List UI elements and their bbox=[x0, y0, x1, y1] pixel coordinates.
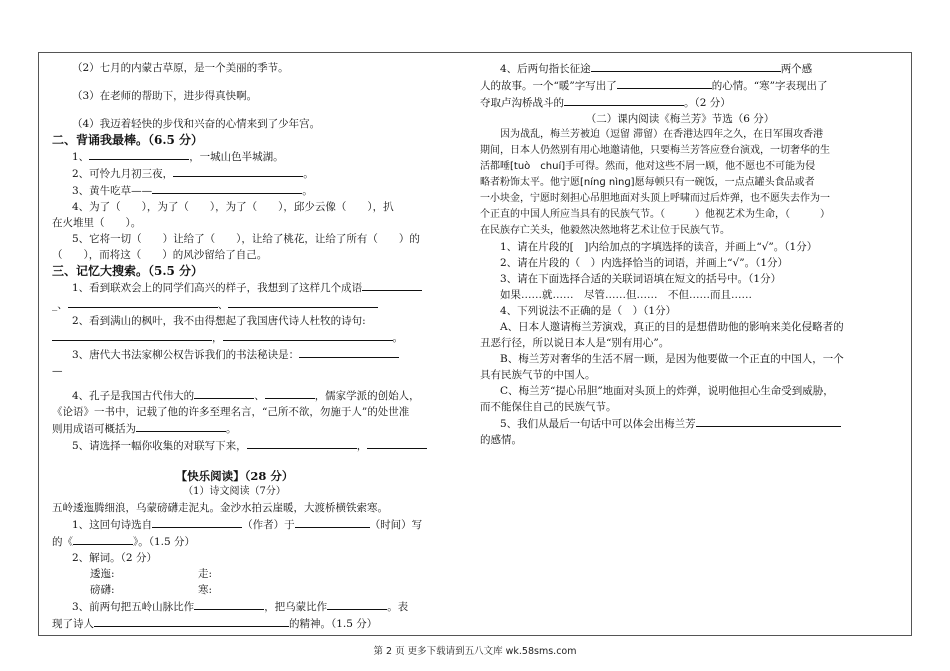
poem-subtitle: （1）诗文阅读（7分） bbox=[183, 486, 286, 497]
poem-q4-line2: 人的故事。一个“暖”字写出了 的心情。“寒”字表现出了 bbox=[480, 77, 880, 94]
blank[interactable] bbox=[152, 516, 242, 528]
blank[interactable] bbox=[52, 329, 212, 341]
sentence-3: （3）在老师的帮助下，进步得真快啊。 bbox=[72, 90, 258, 102]
recite-q1: 1、 ，一城山色半城湖。 bbox=[52, 148, 417, 165]
recite-q3: 3、黄牛吃草—— 。 bbox=[52, 182, 417, 199]
poem-q2: 2、解词。（2 分） bbox=[72, 552, 157, 564]
blank[interactable] bbox=[617, 77, 712, 89]
recite-q5-line1: 5、它将一切（ ）让给了（ ），让给了桃花，让给了所有（ ）的 bbox=[72, 233, 420, 245]
memory-q5: 5、请选择一幅你收集的对联写下来， ， bbox=[52, 437, 417, 454]
poem-q1-line1: 1、这回句诗选自 （作者）于 （时间）写 bbox=[52, 516, 417, 533]
poem-q1-line2: 的《 》。（1.5 分） bbox=[52, 533, 417, 550]
blank[interactable] bbox=[68, 296, 218, 308]
memory-q2-line1: 2、看到满山的枫叶，我不由得想起了我国唐代诗人杜牧的诗句: bbox=[72, 315, 366, 327]
recite-q2: 2、可怜九月初三夜， 。 bbox=[52, 165, 417, 182]
blank[interactable] bbox=[152, 182, 302, 194]
memory-q4-line2: 《论语》一书中，记载了他的许多至理名言，“己所不欲，勿施于人”的处世准 bbox=[52, 406, 410, 418]
blank[interactable] bbox=[327, 598, 387, 610]
right-column bbox=[480, 60, 880, 448]
passage-subtitle: （二）课内阅读《梅兰芳》节选（6 分） bbox=[585, 113, 775, 125]
poem-q4-line1: 4、后两句指长征途 两个感 bbox=[480, 60, 880, 77]
memory-q2-line2: ， 。 bbox=[52, 329, 417, 346]
passage-line: 活都唾[tuò chuí]手可得。然而，他对这些不屑一顾，他不愿也不可能为侵 bbox=[480, 161, 816, 172]
blank[interactable] bbox=[228, 296, 378, 308]
recite-q5-line2: （ ），而将这（ ）的风沙留给了自己。 bbox=[52, 249, 268, 261]
option-c-line2: 而不能保住自己的民族气节。 bbox=[480, 401, 617, 413]
blank[interactable] bbox=[94, 615, 289, 627]
passage-line: 略者粉饰太平。他宁愿[nínɡ nìnɡ]愿每顿只有一碗饭，一点点罐头食品或者 bbox=[480, 177, 815, 188]
passage bbox=[480, 127, 880, 239]
blank[interactable] bbox=[194, 387, 254, 399]
memory-q3-line2: — bbox=[52, 365, 63, 377]
memory-q3-line1: 3、唐代大书法家柳公权告诉我们的书法秘诀是： bbox=[52, 346, 417, 363]
recite-q4-line2: 在火堆里（ ）。 bbox=[52, 217, 142, 229]
passage-q2: 2、请在片段的（ ）内选择恰当的词语，并画上“√”。（1分） bbox=[500, 257, 789, 269]
word-row-1: 逶迤: 走: bbox=[90, 568, 213, 580]
recite-q4-line1: 4、为了（ ），为了（ ），为了（ ），邱少云像（ ），扒 bbox=[72, 201, 394, 213]
sentence-4: （4）我迈着轻快的步伐和兴奋的心情来到了少年宫。 bbox=[72, 118, 321, 130]
blank[interactable] bbox=[299, 346, 399, 358]
blank[interactable] bbox=[223, 329, 393, 341]
blank[interactable] bbox=[696, 415, 841, 427]
memory-q1-line2: _、 、 bbox=[52, 296, 417, 313]
page-footer: 第 2 页 更多下载请到五八文库 wk.58sms.com bbox=[373, 646, 577, 657]
blank[interactable] bbox=[247, 437, 357, 449]
section-2-title: 二、背诵我最棒。（6.5 分） bbox=[52, 133, 204, 147]
poem-q4-line3: 夺取卢沟桥战斗的 。（2 分） bbox=[480, 94, 880, 111]
blank[interactable] bbox=[367, 437, 427, 449]
option-a-line1: A、日本人邀请梅兰芳演戏，真正的目的是想借助他的影响来美化侵略者的 bbox=[500, 321, 844, 333]
left-column bbox=[52, 60, 423, 632]
blank[interactable] bbox=[362, 279, 422, 291]
passage-line: 因为战乱，梅兰芳被迫（逗留 滞留）在香港达四年之久，在日军围攻香港 bbox=[500, 129, 824, 140]
poem-q3-line2: 现了诗人 的精神。（1.5 分） bbox=[52, 615, 417, 632]
section-3-title: 三、记忆大搜索。（5.5 分） bbox=[52, 264, 204, 278]
word-row-2: 磅礴: 寒: bbox=[90, 584, 213, 596]
memory-q1-line1: 1、看到联欢会上的同学们高兴的样子，我想到了这样几个成语 bbox=[52, 279, 417, 296]
option-a-line2: 丑恶行径，所以说日本人是“别有用心”。 bbox=[480, 337, 670, 349]
option-c-line1: C、梅兰芳“提心吊胆”地面对头顶上的炸弹，说明他担心生命受到威胁， bbox=[500, 385, 834, 397]
passage-q1: 1、请在片段的[ ]内给加点的字填选择的读音，并画上“√”。（1分） bbox=[500, 241, 818, 253]
memory-q4-line3: 则用成语可概括为 。 bbox=[52, 420, 417, 437]
option-b-line2: 具有民族气节的中国人。 bbox=[480, 369, 596, 381]
blank[interactable] bbox=[173, 165, 303, 177]
passage-line: 个正直的中国人所应当具有的民族气节。（ ）他视艺术为生命，（ ） bbox=[480, 209, 830, 220]
blank[interactable] bbox=[194, 598, 264, 610]
option-b-line1: B、梅兰芳对奢华的生活不屑一顾，是因为他要做一个正直的中国人，一个 bbox=[500, 353, 844, 365]
passage-q5-line1: 5、我们从最后一句话中可以体会出梅兰芳 bbox=[480, 415, 880, 432]
blank[interactable] bbox=[89, 148, 189, 160]
passage-q4: 4、下列说法不正确的是（ ）（1分） bbox=[500, 305, 677, 317]
passage-line: 期间，日本人仍然别有用心地邀请他，只要梅兰芳答应登台演戏，一切奢华的生 bbox=[480, 145, 830, 156]
passage-q5-line2: 的感情。 bbox=[480, 434, 522, 446]
blank[interactable] bbox=[265, 387, 315, 399]
blank[interactable] bbox=[136, 420, 226, 432]
poem-q3-line1: 3、前两句把五岭山脉比作 ，把乌蒙比作 。表 bbox=[52, 598, 417, 615]
passage-line: 一小块金，宁愿时刻担心吊胆地面对头顶上呼啸而过后炸弹，也不愿失去作为一 bbox=[480, 193, 830, 204]
passage-q3: 3、请在下面选择合适的关联词语填在短文的括号中。（1分） bbox=[500, 273, 782, 285]
sentence-2: （2）七月的内蒙古草原，是一个美丽的季节。 bbox=[72, 62, 289, 74]
passage-line: 在民族存亡关头，他毅然决然地将艺术让位于民族气节。 bbox=[480, 225, 730, 236]
conjunction-options: 如果……就…… 尽管……但…… 不但……而且…… bbox=[500, 289, 752, 301]
reading-section-title: 【快乐阅读】（28 分） bbox=[175, 469, 294, 483]
blank[interactable] bbox=[73, 533, 133, 545]
blank[interactable] bbox=[591, 60, 781, 72]
memory-q4-line1: 4、孔子是我国古代伟大的 、 ，儒家学派的创始人， bbox=[52, 387, 417, 404]
blank[interactable] bbox=[295, 516, 370, 528]
blank[interactable] bbox=[564, 94, 684, 106]
poem-text: 五岭逶迤腾细浪，乌蒙磅礴走泥丸。金沙水拍云崖暖，大渡桥横铁索寒。 bbox=[52, 502, 388, 514]
